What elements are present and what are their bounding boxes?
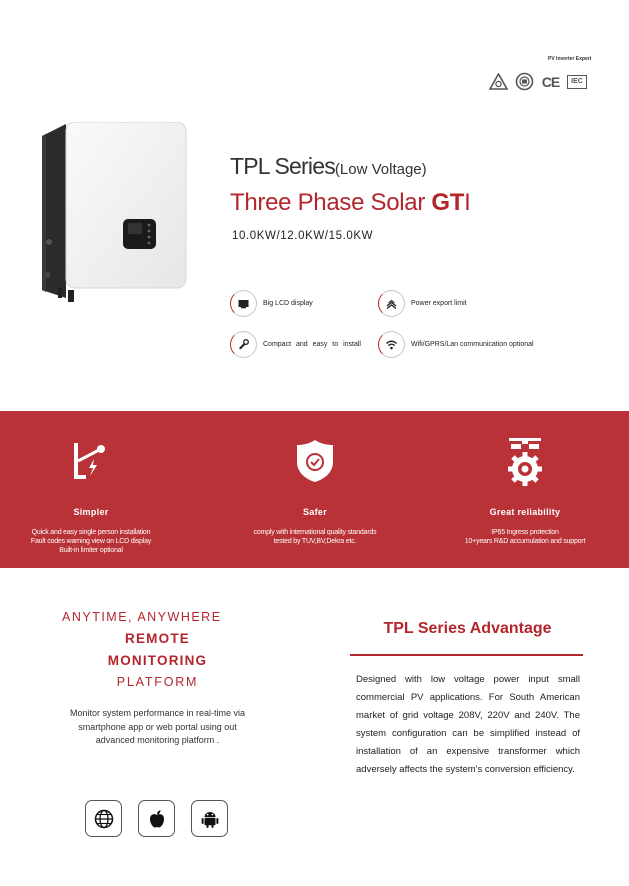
globe-icon[interactable]	[85, 800, 122, 837]
monitoring-kicker: ANYTIME, ANYWHERE	[62, 610, 222, 624]
highlight-title: Great reliability	[489, 507, 561, 517]
feature-label: Power export limit	[411, 300, 467, 307]
simpler-icon	[0, 431, 196, 491]
inverter-product-image	[40, 122, 190, 308]
highlight-title: Safer	[302, 507, 327, 517]
tuv-mark-icon	[515, 72, 534, 91]
wifi-icon	[378, 331, 405, 358]
feature-easy-install	[230, 331, 361, 358]
android-icon[interactable]	[191, 800, 228, 837]
highlight-description: comply with international quality standards tested by TUV,BV,Dekra etc.	[253, 529, 377, 545]
series-note: (Low Voltage)	[334, 161, 427, 178]
advantage-title: TPL Series Advantage	[383, 620, 552, 637]
model-list: 10.0KW/12.0KW/15.0KW	[232, 230, 374, 242]
advantage-text: Designed with low voltage power input small commercial PV applications. For South American market of grid voltage 208V, 220V and 240V. The system configuration can be simplified instead of installation of an expensive transformer which adversely affects the system's conversion efficiency.	[356, 674, 580, 775]
feature-label: Wifi/GPRS/Lan communication optional	[411, 341, 534, 348]
certification-marks	[489, 72, 587, 91]
product-series-title: TPL Series(Low Voltage)	[230, 153, 427, 179]
monitoring-title-line3: PLATFORM	[116, 675, 199, 689]
install-tool-icon	[230, 331, 257, 358]
shield-check-icon	[210, 431, 420, 491]
monitoring-description: Monitor system performance in real-time via smartphone app or web portal using out advanced monitoring platform .	[69, 708, 246, 745]
highlight-simpler	[0, 411, 196, 555]
highlight-description: IP65 Ingress protection 10+years R&D accumulation and support	[464, 529, 586, 545]
highlight-title: Simpler	[73, 507, 109, 517]
feature-lcd	[230, 290, 313, 317]
highlights-band	[0, 411, 629, 568]
feature-label: Big LCD display	[263, 300, 313, 307]
certification-mark-icon	[489, 72, 508, 91]
feature-label: Compact and easy to install	[263, 341, 361, 348]
advantage-divider	[350, 654, 583, 656]
reliability-gear-icon	[420, 431, 629, 491]
feature-power-export	[378, 290, 467, 317]
highlight-description: Quick and easy single person installation Fault codes warning view on LCD display Built-in limiter optional	[30, 529, 152, 554]
monitoring-title-line2: MONITORING	[107, 653, 208, 668]
power-export-icon	[378, 290, 405, 317]
product-subtitle: Three Phase Solar GTI	[230, 189, 471, 216]
tagline: PV Inverter Expert	[548, 56, 592, 62]
app-icons	[85, 800, 228, 837]
feature-communication	[378, 331, 534, 358]
monitoring-title-line1: REMOTE	[125, 631, 190, 646]
highlight-reliability	[420, 411, 629, 546]
iec-mark: IEC	[567, 75, 587, 89]
highlight-safer	[210, 411, 420, 546]
ce-mark: CE	[541, 73, 560, 90]
lcd-display-icon	[230, 290, 257, 317]
apple-icon[interactable]	[138, 800, 175, 837]
